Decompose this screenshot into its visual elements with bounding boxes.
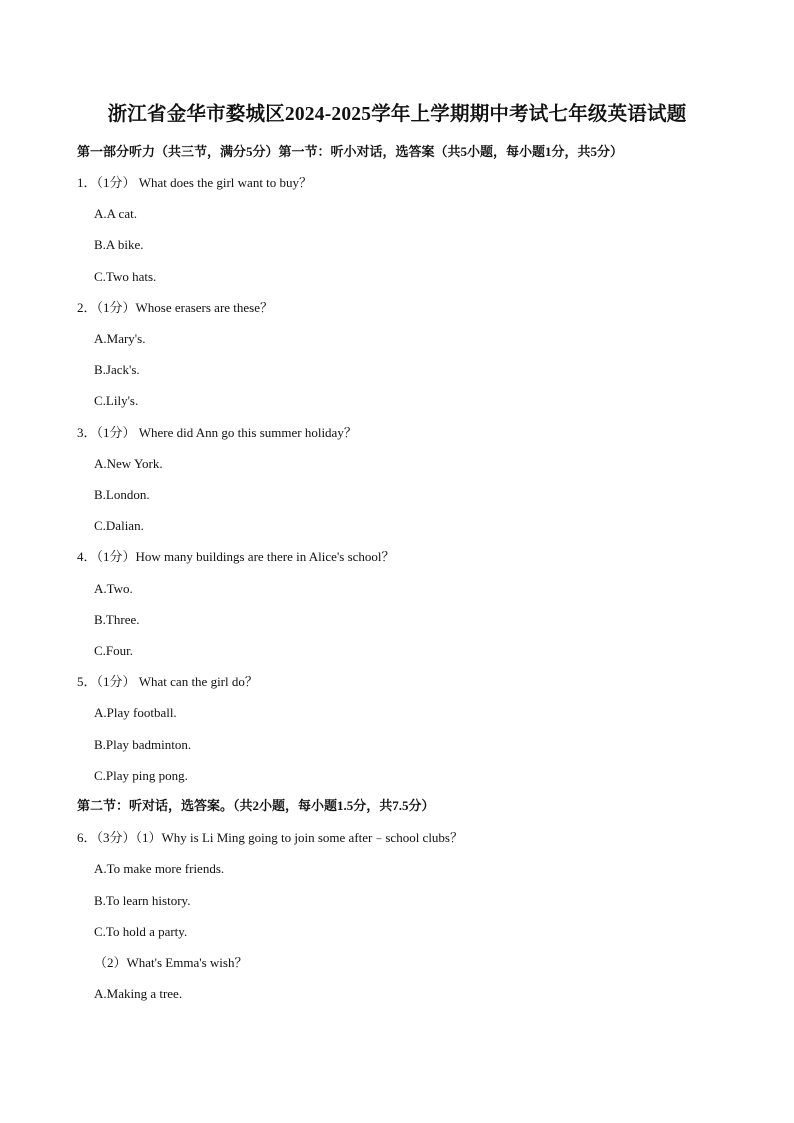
- question-6-sub2-option-a: A.Making a tree.: [94, 986, 183, 1001]
- question-1-stem: 1．（1分） What does the girl want to buy？: [77, 175, 313, 190]
- question-5-option-a: A.Play football.: [94, 705, 177, 720]
- question-1-option-a: A.A cat.: [94, 206, 137, 221]
- question-1-option-c: C.Two hats.: [94, 269, 157, 284]
- part1-section-header: 第一部分听力（共三节，满分5分）第一节：听小对话，选答案（共5小题，每小题1分，共5分）: [77, 144, 624, 159]
- question-4-option-a: A.Two.: [94, 581, 133, 596]
- question-6-option-a: A.To make more friends.: [94, 861, 225, 876]
- question-5-option-b: B.Play badminton.: [94, 737, 192, 752]
- section-2-header: 第二节：听对话，选答案。（共2小题，每小题1.5分，共7.5分）: [77, 798, 435, 813]
- question-5-option-c: C.Play ping pong.: [94, 768, 188, 783]
- question-6-stem: 6．（3分）（1）Why is Li Ming going to join some after﹣school clubs？: [77, 830, 463, 845]
- question-3-option-a: A.New York.: [94, 456, 163, 471]
- question-3-stem: 3．（1分） Where did Ann go this summer holiday？: [77, 425, 357, 440]
- document-title: 浙江省金华市婺城区2024-2025学年上学期期中考试七年级英语试题: [107, 104, 687, 125]
- question-2-option-c: C.Lily's.: [94, 393, 139, 408]
- question-1-option-b: B.A bike.: [94, 237, 144, 252]
- question-3-option-c: C.Dalian.: [94, 518, 144, 533]
- question-2-option-a: A.Mary's.: [94, 331, 146, 346]
- question-4-stem: 4．（1分）How many buildings are there in Alice's school？: [77, 549, 395, 564]
- question-5-stem: 5．（1分） What can the girl do？: [77, 674, 258, 689]
- question-2-stem: 2．（1分）Whose erasers are these？: [77, 300, 274, 315]
- question-4-option-b: B.Three.: [94, 612, 140, 627]
- question-3-option-b: B.London.: [94, 487, 150, 502]
- question-4-option-c: C.Four.: [94, 643, 134, 658]
- question-6-sub2-stem: （2）What's Emma's wish？: [94, 955, 248, 970]
- question-2-option-b: B.Jack's.: [94, 362, 140, 377]
- question-6-option-c: C.To hold a party.: [94, 924, 188, 939]
- question-6-option-b: B.To learn history.: [94, 893, 191, 908]
